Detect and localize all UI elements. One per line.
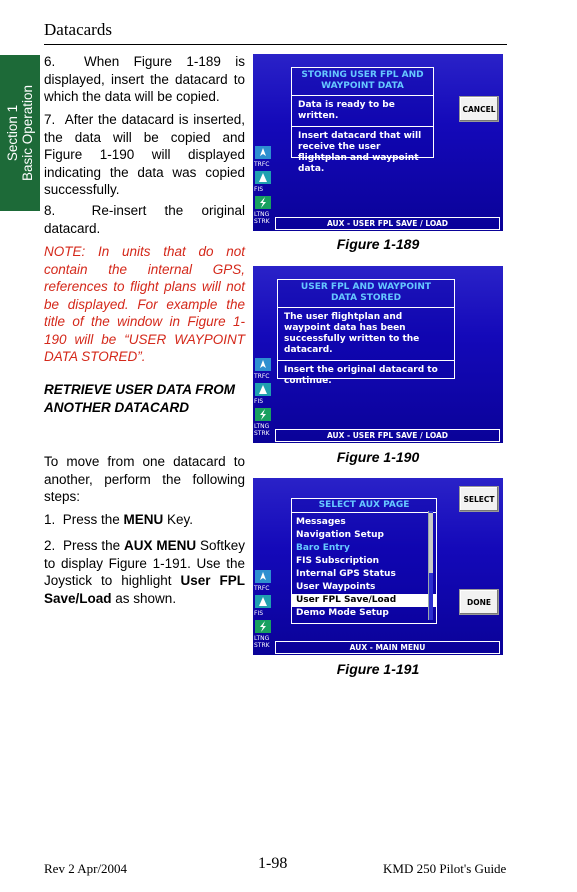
dialog-message-2: Insert datacard that will receive the user flightplan and waypoint data. — [292, 126, 433, 179]
menu-item[interactable]: Navigation Setup — [296, 530, 384, 540]
lightning-icon[interactable] — [255, 196, 271, 209]
trfc-label: TRFC — [254, 585, 270, 592]
strk-label: STRK — [254, 218, 270, 225]
aux-menu-softkey-label: AUX MENU — [123, 538, 197, 553]
screen-footer-bar: AUX - USER FPL SAVE / LOAD — [275, 217, 500, 230]
section-tab-line2: Basic Operation — [20, 84, 35, 182]
menu-item[interactable]: Demo Mode Setup — [296, 608, 389, 618]
side-icon-strip — [254, 357, 274, 437]
figure-1-189-screen — [253, 54, 503, 231]
note-text: NOTE: In units that do not contain the internal GPS, references to flight plans will not be displayed. For example the title of the window in Figure 1-190 will be “USER WAYPOINT DATA STORED”. — [44, 244, 245, 364]
menu-item[interactable]: User FPL Save/Load — [292, 594, 436, 607]
menu-item[interactable]: Internal GPS Status — [296, 569, 396, 579]
dialog-title-line2: DATA STORED — [330, 293, 402, 303]
dialog-message-1: Data is ready to be written. — [298, 100, 395, 121]
menu-scroll-thumb[interactable] — [429, 513, 433, 573]
aux-menu-list — [292, 513, 436, 620]
figure-1-190-screen — [253, 266, 503, 443]
menu-key-label: MENU — [123, 512, 164, 527]
done-button[interactable]: DONE — [459, 589, 499, 615]
header-rule — [44, 44, 507, 45]
select-button[interactable]: SELECT — [459, 486, 499, 512]
select-aux-page-menu — [291, 498, 437, 624]
fis-icon[interactable] — [255, 171, 271, 184]
dialog-title-line2: WAYPOINT DATA — [321, 81, 404, 91]
lightning-icon[interactable] — [255, 620, 271, 633]
menu-item[interactable]: Messages — [296, 517, 346, 527]
strk-label: STRK — [254, 430, 270, 437]
fis-label: FIS — [254, 610, 264, 617]
side-icon-strip — [254, 145, 274, 225]
menu-item[interactable]: User Waypoints — [296, 582, 376, 592]
screen-footer-bar: AUX - MAIN MENU — [275, 641, 500, 654]
running-header: Datacards — [44, 20, 112, 39]
step-1-text: 1. Press the MENU Key. — [44, 512, 194, 527]
dialog-message-1: The user flightplan and waypoint data has been successfully written to the datacard. — [284, 312, 420, 355]
trfc-label: TRFC — [254, 161, 270, 168]
step-6-text: 6. When Figure 1-189 is displayed, insert the datacard to which the data will be copied. — [44, 54, 245, 104]
fis-label: FIS — [254, 398, 264, 405]
dialog-title-line1: USER FPL AND WAYPOINT — [300, 282, 432, 292]
figure-1-191-screen — [253, 478, 503, 655]
stored-dialog — [277, 279, 455, 386]
guide-title: KMD 250 Pilot's Guide — [383, 861, 507, 876]
dialog-title-line1: STORING USER FPL AND — [301, 70, 424, 80]
menu-title: SELECT AUX PAGE — [292, 499, 436, 513]
menu-item[interactable]: FIS Subscription — [296, 556, 380, 566]
strk-label: STRK — [254, 642, 270, 649]
step-8-text: 8. Re-insert the original datacard. — [44, 203, 245, 236]
section-heading: RETRIEVE USER DATA FROM ANOTHER DATACARD — [44, 382, 236, 415]
traffic-icon[interactable] — [255, 146, 271, 159]
trfc-label: TRFC — [254, 373, 270, 380]
traffic-icon[interactable] — [255, 570, 271, 583]
traffic-icon[interactable] — [255, 358, 271, 371]
step-2-text: 2. Press the AUX MENU Softkey to display Figure 1-191. Use the Joystick to highlight User FPL Save/Load as shown. — [44, 538, 245, 606]
figure-1-189-caption: Figure 1-189 — [336, 236, 420, 252]
dialog-message-2: Insert the original datacard to continue. — [278, 360, 454, 391]
menu-item[interactable]: Baro Entry — [296, 543, 350, 553]
lightning-icon[interactable] — [255, 408, 271, 421]
section-tab-line1: Section 1 — [5, 104, 20, 162]
side-icon-strip — [254, 569, 274, 649]
ltng-label: LTNG — [254, 423, 270, 430]
intro-text: To move from one datacard to another, perform the following steps: — [44, 454, 245, 504]
figure-1-191-caption: Figure 1-191 — [336, 661, 420, 677]
page-number: 1-98 — [258, 855, 288, 872]
step-7-text: 7. After the datacard is inserted, the data will be copied and Figure 1-190 will displayed indicating the data was copied successfully. — [44, 112, 245, 197]
revision-date: Rev 2 Apr/2004 — [44, 861, 128, 876]
screen-footer-bar: AUX - USER FPL SAVE / LOAD — [275, 429, 500, 442]
fis-label: FIS — [254, 186, 264, 193]
figure-1-190-caption: Figure 1-190 — [336, 449, 420, 465]
cancel-button[interactable]: CANCEL — [459, 96, 499, 122]
fis-icon[interactable] — [255, 595, 271, 608]
storing-dialog — [291, 67, 434, 174]
section-tab — [0, 55, 40, 211]
fis-icon[interactable] — [255, 383, 271, 396]
user-fpl-save-load-label: User FPL Save/Load — [44, 573, 245, 606]
ltng-label: LTNG — [254, 211, 270, 218]
ltng-label: LTNG — [254, 635, 270, 642]
